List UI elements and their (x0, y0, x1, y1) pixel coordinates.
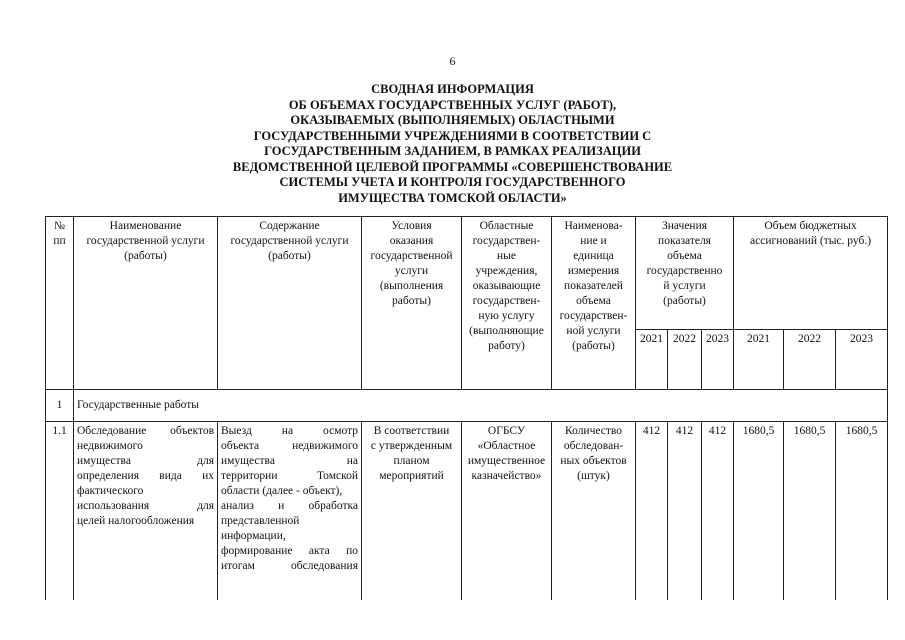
cell-text: мероприятий (379, 470, 444, 482)
cell-text: имущества на (221, 455, 358, 467)
title-line: ОБ ОБЪЕМАХ ГОСУДАРСТВЕННЫХ УСЛУГ (РАБОТ), (288, 97, 617, 112)
cell-text: целей налогообложения (77, 515, 195, 527)
header-text: показателей (564, 280, 623, 292)
header-year: 2022 (784, 330, 836, 390)
row-institution (462, 422, 552, 600)
row-service-name (74, 422, 218, 600)
row-service-content (218, 422, 362, 600)
header-text: (работы) (124, 250, 167, 262)
header-text: Областные (479, 220, 534, 232)
title-line: ГОСУДАРСТВЕННЫМИ УЧРЕЖДЕНИЯМИ В СООТВЕТСТВИИ С (253, 128, 652, 143)
row-indicator-2022: 412 (668, 422, 702, 600)
row-budget-2023: 1680,5 (836, 422, 888, 600)
header-service-content (218, 217, 362, 390)
row-indicator-2021: 412 (636, 422, 668, 600)
header-text: пп (53, 235, 66, 247)
header-indicator-values (636, 217, 734, 330)
header-text: оказания (389, 235, 434, 247)
cell-text: использования для (77, 500, 214, 512)
header-text: единица (573, 250, 614, 262)
cell-text: Выезд на осмотр (221, 425, 358, 437)
header-year: 2021 (734, 330, 784, 390)
cell-text: ОГБСУ (487, 425, 526, 437)
header-year: 2022 (668, 330, 702, 390)
header-text: № (54, 220, 65, 232)
header-text: (выполняющие (469, 325, 544, 337)
cell-text: казначейство» (471, 470, 542, 482)
cell-text: планом (393, 455, 430, 467)
cell-text: фактического (77, 485, 144, 497)
cell-text: недвижимого (77, 440, 143, 452)
row-unit (552, 422, 636, 600)
header-text: государствен- (472, 295, 541, 307)
header-unit (552, 217, 636, 390)
row-indicator-2023: 412 (702, 422, 734, 600)
cell-text: анализ и обработка (221, 500, 358, 512)
page-number: 6 (449, 54, 456, 68)
header-text: работы) (392, 295, 431, 307)
header-text: учреждения, (475, 265, 538, 277)
header-row (46, 217, 888, 330)
header-text: (работы) (572, 340, 615, 352)
row-budget-2022: 1680,5 (784, 422, 836, 600)
header-text: государственной услуги (86, 235, 205, 247)
section-label: Государственные работы (74, 390, 888, 422)
header-year: 2023 (836, 330, 888, 390)
header-text: государственной услуги (230, 235, 349, 247)
header-text: государственной (370, 250, 453, 262)
header-text: ассигнований (тыс. руб.) (750, 235, 872, 247)
header-year: 2021 (636, 330, 668, 390)
cell-text: «Областное (477, 440, 536, 452)
header-conditions (362, 217, 462, 390)
cell-text: имущественное (467, 455, 546, 467)
cell-text: Количество (565, 425, 622, 437)
cell-text: области (далее - объект), (221, 485, 343, 497)
header-text: работу) (488, 340, 525, 352)
header-text: объема (576, 295, 611, 307)
cell-text: ных объектов (560, 455, 627, 467)
cell-text: с утвержденным (370, 440, 453, 452)
header-text: й услуги (663, 280, 706, 292)
cell-text: объекта недвижимого (221, 440, 358, 452)
cell-text: определения вида их (77, 470, 214, 482)
document-title (160, 82, 745, 206)
header-text: Наименование (109, 220, 182, 232)
table-row (46, 422, 888, 600)
row-budget-2021: 1680,5 (734, 422, 784, 600)
title-line: СВОДНАЯ ИНФОРМАЦИЯ (371, 82, 534, 96)
cell-text: итогам обследования (221, 560, 358, 572)
title-line: ИМУЩЕСТВА ТОМСКОЙ ОБЛАСТИ» (338, 190, 567, 205)
section-row (46, 390, 888, 422)
header-text: Объем бюджетных (764, 220, 857, 232)
header-service-name (74, 217, 218, 390)
header-text: государственно (646, 265, 723, 277)
title-line: ВЕДОМСТВЕННОЙ ЦЕЛЕВОЙ ПРОГРАММЫ «СОВЕРШЕНСТВОВАНИЕ (232, 159, 673, 174)
header-text: государствен- (559, 310, 628, 322)
header-text: ные (497, 250, 516, 262)
header-text: услуги (394, 265, 429, 277)
header-text: государствен- (472, 235, 541, 247)
cell-text: (штук) (577, 470, 610, 482)
header-text: (работы) (268, 250, 311, 262)
header-text: Наименова- (564, 220, 623, 232)
cell-text: имущества для (77, 455, 214, 467)
header-text: оказывающие (472, 280, 541, 292)
header-text: Условия (391, 220, 432, 232)
header-text: показателя (658, 235, 711, 247)
header-year: 2023 (702, 330, 734, 390)
header-text: Значения (661, 220, 708, 232)
header-text: Содержание (259, 220, 320, 232)
cell-text: В соответствии (373, 425, 450, 437)
header-budget (734, 217, 888, 330)
header-text: объема (667, 250, 702, 262)
header-text: ние и (580, 235, 607, 247)
header-num (46, 217, 74, 390)
section-num: 1 (46, 390, 74, 422)
title-line: ГОСУДАРСТВЕННЫМ ЗАДАНИЕМ, В РАМКАХ РЕАЛИЗАЦИИ (264, 144, 641, 158)
title-line: СИСТЕМЫ УЧЕТА И КОНТРОЛЯ ГОСУДАРСТВЕННОГО (279, 175, 626, 189)
header-institutions (462, 217, 552, 390)
header-text: ной услуги (566, 325, 621, 337)
cell-text: формирование акта по (221, 545, 358, 557)
header-text: (работы) (663, 295, 706, 307)
cell-text: территории Томской (221, 470, 358, 482)
header-text: ную услугу (478, 310, 535, 322)
header-text: измерения (567, 265, 620, 277)
row-conditions (362, 422, 462, 600)
title-line: ОКАЗЫВАЕМЫХ (ВЫПОЛНЯЕМЫХ) ОБЛАСТНЫМИ (290, 113, 615, 127)
cell-text: Обследование объектов (77, 425, 214, 437)
cell-text: информации, (221, 530, 286, 542)
row-num: 1.1 (46, 422, 74, 600)
header-text: (выполнения (379, 280, 444, 292)
cell-text: представленной (221, 515, 300, 527)
services-table (45, 216, 888, 600)
cell-text: обследован- (563, 440, 624, 452)
